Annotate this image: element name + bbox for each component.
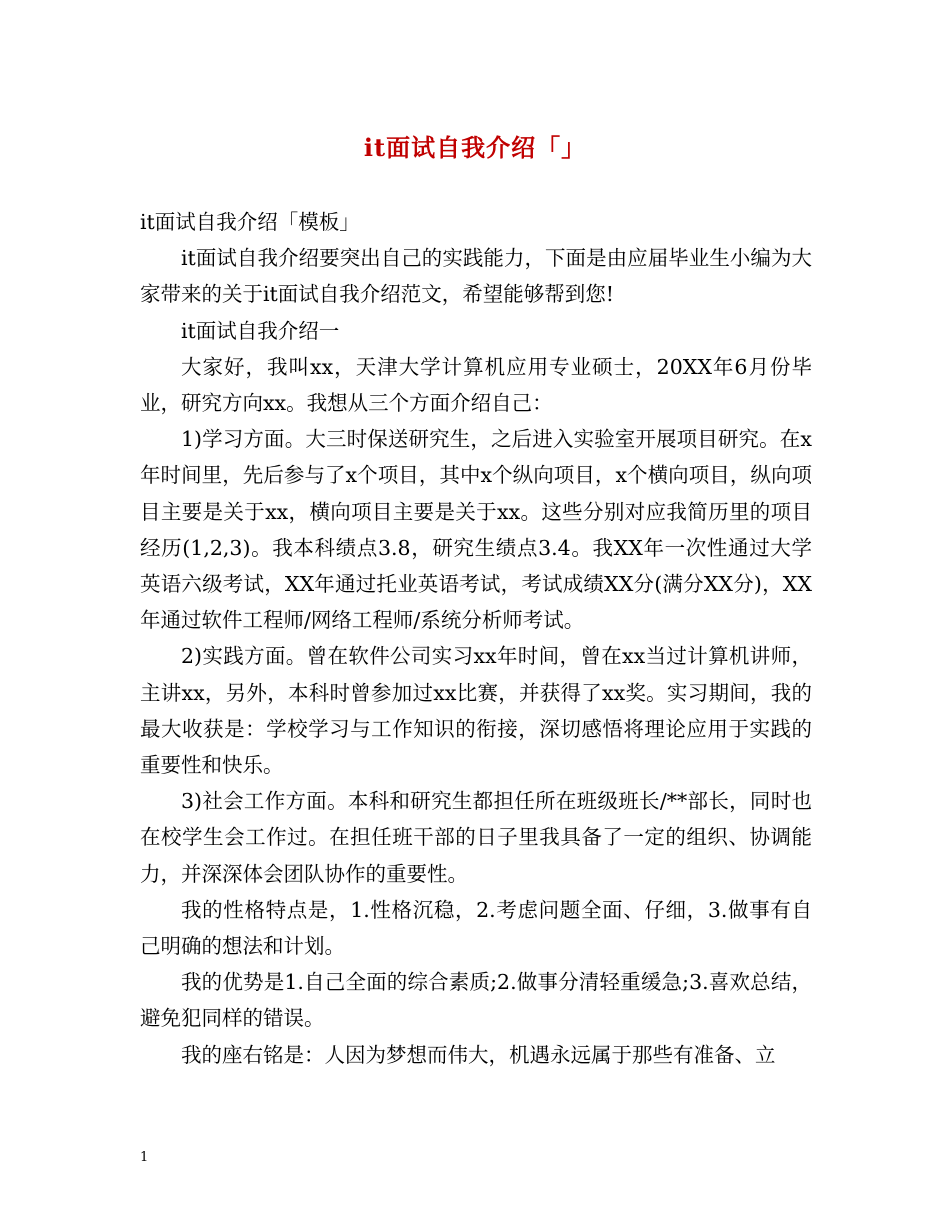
paragraph-strengths: 我的优势是1.自己全面的综合素质;2.做事分清轻重缓急;3.喜欢总结，避免犯同样的错误。	[140, 970, 812, 1031]
document-body	[140, 204, 812, 1073]
section-heading: it面试自我介绍一	[181, 318, 340, 343]
paragraph-practice: 2)实践方面。曾在软件公司实习xx年时间，曾在xx当过计算机讲师，主讲xx，另外，本科时曾参加过xx比赛，并获得了xx奖。实习期间，我的最大收获是：学校学习与工作知识的衔接，深切感悟将理论应用于实践的重要性和快乐。	[140, 644, 812, 778]
intro-paragraph: it面试自我介绍要突出自己的实践能力，下面是由应届毕业生小编为大家带来的关于it面试自我介绍范文，希望能够帮到您!	[140, 246, 812, 307]
paragraph-personality: 我的性格特点是，1.性格沉稳，2.考虑问题全面、仔细，3.做事有自己明确的想法和计划。	[140, 897, 812, 959]
page-number: 1	[140, 1150, 149, 1165]
paragraph-greeting: 大家好，我叫xx，天津大学计算机应用专业硕士，20XX年6月份毕业，研究方向xx。我想从三个方面介绍自己：	[140, 354, 812, 416]
subtitle-line: it面试自我介绍「模板」	[140, 210, 360, 234]
paragraph-social-work: 3)社会工作方面。本科和研究生都担任所在班级班长/**部长，同时也在校学生会工作过。在担任班干部的日子里我具备了一定的组织、协调能力，并深深体会团队协作的重要性。	[140, 789, 812, 886]
paragraph-motto: 我的座右铭是：人因为梦想而伟大，机遇永远属于那些有准备、立	[181, 1042, 776, 1067]
document-title: it面试自我介绍「」	[363, 133, 587, 162]
paragraph-study: 1)学习方面。大三时保送研究生，之后进入实验室开展项目研究。在x年时间里，先后参与了x个项目，其中x个纵向项目，x个横向项目，纵向项目主要是关于xx，横向项目主要是关于xx。这些分别对应我简历里的项目经历(1,2,3)。我本科绩点3.8，研究生绩点3.4。我XX年一次性通过大学英语六级考试，XX年通过托业英语考试，考试成绩XX分(满分XX分)，XX年通过软件工程师/网络工程师/系统分析师考试。	[140, 427, 812, 633]
